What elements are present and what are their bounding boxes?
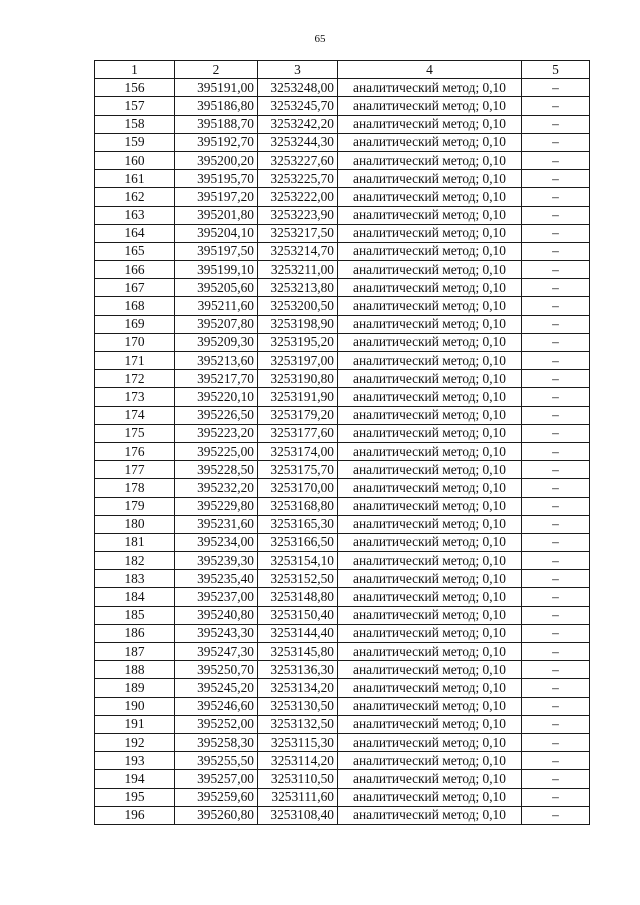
- y-coordinate-cell: 3253154,10: [258, 552, 338, 570]
- x-coordinate-cell: 395239,30: [175, 552, 258, 570]
- point-number-cell: 158: [95, 115, 175, 133]
- method-accuracy-cell: аналитический метод; 0,10: [338, 533, 522, 551]
- method-accuracy-cell: аналитический метод; 0,10: [338, 279, 522, 297]
- point-number-cell: 184: [95, 588, 175, 606]
- note-cell: –: [522, 733, 590, 751]
- x-coordinate-cell: 395197,20: [175, 188, 258, 206]
- y-coordinate-cell: 3253211,00: [258, 261, 338, 279]
- x-coordinate-cell: 395211,60: [175, 297, 258, 315]
- point-number-cell: 176: [95, 442, 175, 460]
- y-coordinate-cell: 3253222,00: [258, 188, 338, 206]
- table-row: [95, 133, 590, 151]
- note-cell: –: [522, 97, 590, 115]
- x-coordinate-cell: 395235,40: [175, 570, 258, 588]
- table-row: [95, 224, 590, 242]
- y-coordinate-cell: 3253166,50: [258, 533, 338, 551]
- point-number-cell: 164: [95, 224, 175, 242]
- method-accuracy-cell: аналитический метод; 0,10: [338, 170, 522, 188]
- point-number-cell: 192: [95, 733, 175, 751]
- method-accuracy-cell: аналитический метод; 0,10: [338, 133, 522, 151]
- point-number-cell: 190: [95, 697, 175, 715]
- note-cell: –: [522, 497, 590, 515]
- x-coordinate-cell: 395259,60: [175, 788, 258, 806]
- method-accuracy-cell: аналитический метод; 0,10: [338, 388, 522, 406]
- table-row: [95, 624, 590, 642]
- point-number-cell: 175: [95, 424, 175, 442]
- y-coordinate-cell: 3253136,30: [258, 661, 338, 679]
- table-row: [95, 297, 590, 315]
- method-accuracy-cell: аналитический метод; 0,10: [338, 643, 522, 661]
- x-coordinate-cell: 395207,80: [175, 315, 258, 333]
- note-cell: –: [522, 224, 590, 242]
- point-number-cell: 185: [95, 606, 175, 624]
- x-coordinate-cell: 395243,30: [175, 624, 258, 642]
- point-number-cell: 161: [95, 170, 175, 188]
- y-coordinate-cell: 3253145,80: [258, 643, 338, 661]
- point-number-cell: 174: [95, 406, 175, 424]
- method-accuracy-cell: аналитический метод; 0,10: [338, 115, 522, 133]
- method-accuracy-cell: аналитический метод; 0,10: [338, 697, 522, 715]
- note-cell: –: [522, 770, 590, 788]
- point-number-cell: 196: [95, 806, 175, 824]
- note-cell: –: [522, 151, 590, 169]
- y-coordinate-cell: 3253217,50: [258, 224, 338, 242]
- table-row: [95, 806, 590, 824]
- note-cell: –: [522, 333, 590, 351]
- note-cell: –: [522, 261, 590, 279]
- method-accuracy-cell: аналитический метод; 0,10: [338, 733, 522, 751]
- x-coordinate-cell: 395192,70: [175, 133, 258, 151]
- table-row: [95, 715, 590, 733]
- table-row: [95, 279, 590, 297]
- x-coordinate-cell: 395191,00: [175, 79, 258, 97]
- point-number-cell: 159: [95, 133, 175, 151]
- point-number-cell: 172: [95, 370, 175, 388]
- x-coordinate-cell: 395201,80: [175, 206, 258, 224]
- note-cell: –: [522, 461, 590, 479]
- table-row: [95, 588, 590, 606]
- point-number-cell: 162: [95, 188, 175, 206]
- y-coordinate-cell: 3253111,60: [258, 788, 338, 806]
- y-coordinate-cell: 3253108,40: [258, 806, 338, 824]
- y-coordinate-cell: 3253214,70: [258, 242, 338, 260]
- table-row: [95, 442, 590, 460]
- y-coordinate-cell: 3253179,20: [258, 406, 338, 424]
- table-row: [95, 606, 590, 624]
- note-cell: –: [522, 679, 590, 697]
- y-coordinate-cell: 3253134,20: [258, 679, 338, 697]
- table-row: [95, 206, 590, 224]
- method-accuracy-cell: аналитический метод; 0,10: [338, 806, 522, 824]
- y-coordinate-cell: 3253198,90: [258, 315, 338, 333]
- table-row: [95, 697, 590, 715]
- method-accuracy-cell: аналитический метод; 0,10: [338, 588, 522, 606]
- table-row: [95, 333, 590, 351]
- table-row: [95, 570, 590, 588]
- method-accuracy-cell: аналитический метод; 0,10: [338, 370, 522, 388]
- table-row: [95, 115, 590, 133]
- note-cell: –: [522, 388, 590, 406]
- x-coordinate-cell: 395186,80: [175, 97, 258, 115]
- y-coordinate-cell: 3253174,00: [258, 442, 338, 460]
- x-coordinate-cell: 395257,00: [175, 770, 258, 788]
- point-number-cell: 169: [95, 315, 175, 333]
- table-row: [95, 170, 590, 188]
- x-coordinate-cell: 395228,50: [175, 461, 258, 479]
- table-row: [95, 370, 590, 388]
- method-accuracy-cell: аналитический метод; 0,10: [338, 206, 522, 224]
- method-accuracy-cell: аналитический метод; 0,10: [338, 497, 522, 515]
- method-accuracy-cell: аналитический метод; 0,10: [338, 315, 522, 333]
- x-coordinate-cell: 395255,50: [175, 752, 258, 770]
- table-row: [95, 552, 590, 570]
- x-coordinate-cell: 395209,30: [175, 333, 258, 351]
- note-cell: –: [522, 115, 590, 133]
- table-row: [95, 315, 590, 333]
- note-cell: –: [522, 170, 590, 188]
- point-number-cell: 165: [95, 242, 175, 260]
- point-number-cell: 186: [95, 624, 175, 642]
- method-accuracy-cell: аналитический метод; 0,10: [338, 442, 522, 460]
- point-number-cell: 195: [95, 788, 175, 806]
- y-coordinate-cell: 3253200,50: [258, 297, 338, 315]
- table-row: [95, 261, 590, 279]
- x-coordinate-cell: 395229,80: [175, 497, 258, 515]
- point-number-cell: 167: [95, 279, 175, 297]
- table-row: [95, 188, 590, 206]
- method-accuracy-cell: аналитический метод; 0,10: [338, 406, 522, 424]
- point-number-cell: 182: [95, 552, 175, 570]
- x-coordinate-cell: 395217,70: [175, 370, 258, 388]
- note-cell: –: [522, 715, 590, 733]
- y-coordinate-cell: 3253244,30: [258, 133, 338, 151]
- x-coordinate-cell: 395197,50: [175, 242, 258, 260]
- table-row: [95, 661, 590, 679]
- note-cell: –: [522, 315, 590, 333]
- x-coordinate-cell: 395245,20: [175, 679, 258, 697]
- table-row: [95, 97, 590, 115]
- y-coordinate-cell: 3253144,40: [258, 624, 338, 642]
- header-cell-5: 5: [522, 61, 590, 79]
- x-coordinate-cell: 395195,70: [175, 170, 258, 188]
- point-number-cell: 160: [95, 151, 175, 169]
- note-cell: –: [522, 697, 590, 715]
- y-coordinate-cell: 3253170,00: [258, 479, 338, 497]
- x-coordinate-cell: 395237,00: [175, 588, 258, 606]
- x-coordinate-cell: 395240,80: [175, 606, 258, 624]
- point-number-cell: 180: [95, 515, 175, 533]
- x-coordinate-cell: 395258,30: [175, 733, 258, 751]
- method-accuracy-cell: аналитический метод; 0,10: [338, 679, 522, 697]
- method-accuracy-cell: аналитический метод; 0,10: [338, 752, 522, 770]
- point-number-cell: 181: [95, 533, 175, 551]
- note-cell: –: [522, 297, 590, 315]
- x-coordinate-cell: 395188,70: [175, 115, 258, 133]
- point-number-cell: 171: [95, 352, 175, 370]
- method-accuracy-cell: аналитический метод; 0,10: [338, 515, 522, 533]
- y-coordinate-cell: 3253175,70: [258, 461, 338, 479]
- point-number-cell: 157: [95, 97, 175, 115]
- x-coordinate-cell: 395231,60: [175, 515, 258, 533]
- method-accuracy-cell: аналитический метод; 0,10: [338, 297, 522, 315]
- x-coordinate-cell: 395213,60: [175, 352, 258, 370]
- note-cell: –: [522, 370, 590, 388]
- point-number-cell: 189: [95, 679, 175, 697]
- y-coordinate-cell: 3253223,90: [258, 206, 338, 224]
- y-coordinate-cell: 3253115,30: [258, 733, 338, 751]
- method-accuracy-cell: аналитический метод; 0,10: [338, 624, 522, 642]
- y-coordinate-cell: 3253227,60: [258, 151, 338, 169]
- table-row: [95, 388, 590, 406]
- y-coordinate-cell: 3253130,50: [258, 697, 338, 715]
- point-number-cell: 178: [95, 479, 175, 497]
- table-row: [95, 242, 590, 260]
- x-coordinate-cell: 395200,20: [175, 151, 258, 169]
- table-row: [95, 424, 590, 442]
- method-accuracy-cell: аналитический метод; 0,10: [338, 715, 522, 733]
- table-row: [95, 752, 590, 770]
- table-row: [95, 406, 590, 424]
- y-coordinate-cell: 3253114,20: [258, 752, 338, 770]
- method-accuracy-cell: аналитический метод; 0,10: [338, 424, 522, 442]
- x-coordinate-cell: 395232,20: [175, 479, 258, 497]
- method-accuracy-cell: аналитический метод; 0,10: [338, 242, 522, 260]
- y-coordinate-cell: 3253110,50: [258, 770, 338, 788]
- y-coordinate-cell: 3253245,70: [258, 97, 338, 115]
- note-cell: –: [522, 806, 590, 824]
- table-row: [95, 461, 590, 479]
- note-cell: –: [522, 570, 590, 588]
- note-cell: –: [522, 479, 590, 497]
- point-number-cell: 188: [95, 661, 175, 679]
- y-coordinate-cell: 3253197,00: [258, 352, 338, 370]
- table-row: [95, 352, 590, 370]
- table-row: [95, 533, 590, 551]
- y-coordinate-cell: 3253248,00: [258, 79, 338, 97]
- header-cell-3: 3: [258, 61, 338, 79]
- note-cell: –: [522, 424, 590, 442]
- y-coordinate-cell: 3253148,80: [258, 588, 338, 606]
- y-coordinate-cell: 3253152,50: [258, 570, 338, 588]
- point-number-cell: 191: [95, 715, 175, 733]
- note-cell: –: [522, 588, 590, 606]
- y-coordinate-cell: 3253242,20: [258, 115, 338, 133]
- note-cell: –: [522, 206, 590, 224]
- point-number-cell: 170: [95, 333, 175, 351]
- y-coordinate-cell: 3253150,40: [258, 606, 338, 624]
- note-cell: –: [522, 515, 590, 533]
- point-number-cell: 194: [95, 770, 175, 788]
- method-accuracy-cell: аналитический метод; 0,10: [338, 570, 522, 588]
- point-number-cell: 156: [95, 79, 175, 97]
- point-number-cell: 163: [95, 206, 175, 224]
- note-cell: –: [522, 406, 590, 424]
- point-number-cell: 187: [95, 643, 175, 661]
- note-cell: –: [522, 442, 590, 460]
- method-accuracy-cell: аналитический метод; 0,10: [338, 97, 522, 115]
- header-cell-2: 2: [175, 61, 258, 79]
- y-coordinate-cell: 3253168,80: [258, 497, 338, 515]
- x-coordinate-cell: 395260,80: [175, 806, 258, 824]
- table-row: [95, 770, 590, 788]
- table-row: [95, 151, 590, 169]
- header-cell-1: 1: [95, 61, 175, 79]
- coordinates-table: [94, 60, 590, 825]
- method-accuracy-cell: аналитический метод; 0,10: [338, 188, 522, 206]
- header-cell-4: 4: [338, 61, 522, 79]
- x-coordinate-cell: 395252,00: [175, 715, 258, 733]
- method-accuracy-cell: аналитический метод; 0,10: [338, 352, 522, 370]
- x-coordinate-cell: 395246,60: [175, 697, 258, 715]
- method-accuracy-cell: аналитический метод; 0,10: [338, 552, 522, 570]
- y-coordinate-cell: 3253132,50: [258, 715, 338, 733]
- table-row: [95, 515, 590, 533]
- y-coordinate-cell: 3253213,80: [258, 279, 338, 297]
- x-coordinate-cell: 395204,10: [175, 224, 258, 242]
- table-row: [95, 679, 590, 697]
- note-cell: –: [522, 188, 590, 206]
- table-header-row: [95, 61, 590, 79]
- point-number-cell: 183: [95, 570, 175, 588]
- x-coordinate-cell: 395205,60: [175, 279, 258, 297]
- note-cell: –: [522, 752, 590, 770]
- table-row: [95, 788, 590, 806]
- table-row: [95, 733, 590, 751]
- point-number-cell: 177: [95, 461, 175, 479]
- method-accuracy-cell: аналитический метод; 0,10: [338, 261, 522, 279]
- note-cell: –: [522, 643, 590, 661]
- point-number-cell: 173: [95, 388, 175, 406]
- page-number: 65: [314, 33, 326, 45]
- table-row: [95, 479, 590, 497]
- note-cell: –: [522, 79, 590, 97]
- x-coordinate-cell: 395247,30: [175, 643, 258, 661]
- y-coordinate-cell: 3253225,70: [258, 170, 338, 188]
- method-accuracy-cell: аналитический метод; 0,10: [338, 606, 522, 624]
- y-coordinate-cell: 3253190,80: [258, 370, 338, 388]
- note-cell: –: [522, 133, 590, 151]
- note-cell: –: [522, 606, 590, 624]
- point-number-cell: 166: [95, 261, 175, 279]
- method-accuracy-cell: аналитический метод; 0,10: [338, 479, 522, 497]
- note-cell: –: [522, 552, 590, 570]
- table-row: [95, 643, 590, 661]
- point-number-cell: 168: [95, 297, 175, 315]
- x-coordinate-cell: 395225,00: [175, 442, 258, 460]
- method-accuracy-cell: аналитический метод; 0,10: [338, 770, 522, 788]
- y-coordinate-cell: 3253165,30: [258, 515, 338, 533]
- note-cell: –: [522, 661, 590, 679]
- point-number-cell: 179: [95, 497, 175, 515]
- y-coordinate-cell: 3253177,60: [258, 424, 338, 442]
- note-cell: –: [522, 242, 590, 260]
- x-coordinate-cell: 395234,00: [175, 533, 258, 551]
- y-coordinate-cell: 3253191,90: [258, 388, 338, 406]
- note-cell: –: [522, 533, 590, 551]
- x-coordinate-cell: 395199,10: [175, 261, 258, 279]
- method-accuracy-cell: аналитический метод; 0,10: [338, 79, 522, 97]
- x-coordinate-cell: 395250,70: [175, 661, 258, 679]
- method-accuracy-cell: аналитический метод; 0,10: [338, 333, 522, 351]
- note-cell: –: [522, 788, 590, 806]
- method-accuracy-cell: аналитический метод; 0,10: [338, 224, 522, 242]
- x-coordinate-cell: 395220,10: [175, 388, 258, 406]
- method-accuracy-cell: аналитический метод; 0,10: [338, 661, 522, 679]
- point-number-cell: 193: [95, 752, 175, 770]
- method-accuracy-cell: аналитический метод; 0,10: [338, 461, 522, 479]
- method-accuracy-cell: аналитический метод; 0,10: [338, 151, 522, 169]
- x-coordinate-cell: 395223,20: [175, 424, 258, 442]
- table-row: [95, 79, 590, 97]
- y-coordinate-cell: 3253195,20: [258, 333, 338, 351]
- method-accuracy-cell: аналитический метод; 0,10: [338, 788, 522, 806]
- note-cell: –: [522, 624, 590, 642]
- x-coordinate-cell: 395226,50: [175, 406, 258, 424]
- table-row: [95, 497, 590, 515]
- note-cell: –: [522, 279, 590, 297]
- note-cell: –: [522, 352, 590, 370]
